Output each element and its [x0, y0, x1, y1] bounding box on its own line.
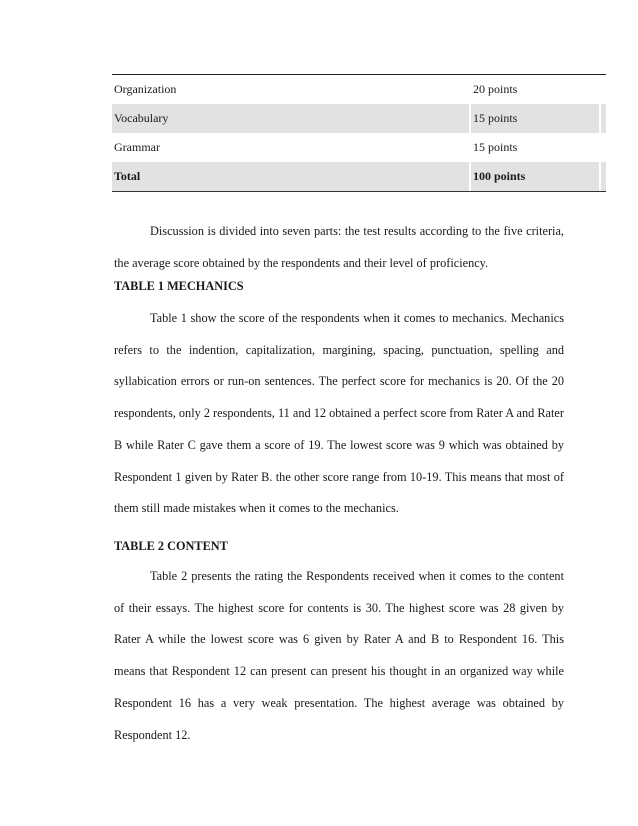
table2-paragraph: Table 2 presents the rating the Respondents received when it comes to the content of their essays. The highest score for contents is 30. The highest score was 28 given by Rater A while the lowest score was 6 given by Rater A and B to Respondent 16. This means that Respondent 12 can present can present his thought in an organized way while Respondent 16 has a very weak presentation. The highest average was obtained by Respondent 12.	[114, 569, 564, 742]
criteria-points: 100 points	[473, 169, 526, 183]
criteria-name: Total	[114, 169, 141, 183]
table1-heading: TABLE 1 MECHANICS	[114, 279, 244, 293]
cell-divider	[599, 162, 601, 191]
criteria-name: Vocabulary	[114, 111, 169, 125]
cell-divider	[599, 104, 601, 133]
criteria-name: Grammar	[114, 140, 160, 154]
criteria-row-organization	[112, 75, 606, 104]
criteria-points: 20 points	[473, 82, 518, 96]
criteria-row-grammar	[112, 133, 606, 162]
table1-paragraph: Table 1 show the score of the respondents when it comes to mechanics. Mechanics refers to the indention, capitalization, margining, spacing, punctuation, spelling and syllabication errors or run-on sentences. The perfect score for mechanics is 20. Of the 20 respondents, only 2 respondents, 11 and 12 obtained a perfect score from Rater A and Rater B while Rater C gave them a score of 19. The lowest score was 9 which was obtained by Respondent 1 given by Rater B. the other score range from 10-19. This means that most of them still made mistakes when it comes to the mechanics.	[114, 311, 564, 516]
criteria-row-total	[112, 162, 606, 191]
criteria-row-vocabulary	[112, 104, 606, 133]
cell-divider	[469, 104, 471, 133]
scoring-criteria-table	[112, 74, 606, 192]
criteria-points: 15 points	[473, 140, 518, 154]
cell-divider	[469, 162, 471, 191]
criteria-name: Organization	[114, 82, 177, 96]
criteria-points: 15 points	[473, 111, 518, 125]
table2-heading: TABLE 2 CONTENT	[114, 539, 228, 553]
intro-paragraph: Discussion is divided into seven parts: the test results according to the five criteria, the average score obtained by the respondents and their level of proficiency.	[114, 224, 564, 270]
